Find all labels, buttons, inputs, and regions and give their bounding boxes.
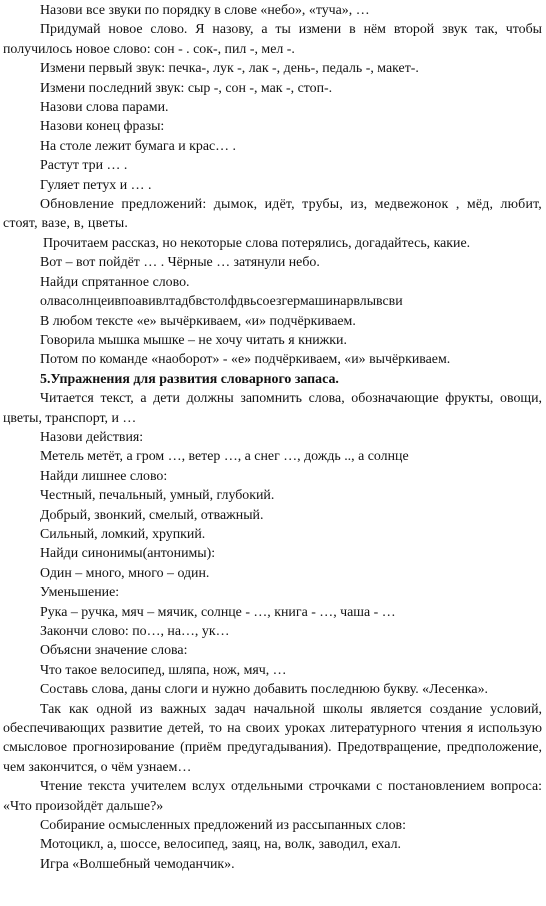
paragraph: Обновление предложений: дымок, идёт, трубы, из, медвежонок , мёд, любит, стоят, вазе, в, цветы. xyxy=(3,197,542,232)
paragraph: Найди синонимы(антонимы): xyxy=(40,546,216,562)
paragraph: Назови слова парами. xyxy=(40,100,169,116)
paragraph: Назови действия: xyxy=(40,429,144,445)
paragraph: Придумай новое слово. Я назову, а ты измени в нём второй звук так, чтобы получилось новое слово: сон - . сок-, пил -, мел -. xyxy=(3,22,542,57)
paragraph: В любом тексте «е» вычёркиваем, «и» подчёркиваем. xyxy=(40,313,356,329)
paragraph: Рука – ручка, мяч – мячик, солнце - …, книга - …, чаша - … xyxy=(40,604,396,620)
paragraph: Один – много, много – один. xyxy=(40,565,210,581)
section-heading: 5.Упражнения для развития словарного запаса. xyxy=(40,371,339,387)
paragraph: олвасолнцеивпоавивлтадбвстолфдвьсоезгермашинарвлывсви xyxy=(40,294,403,310)
paragraph: Чтение текста учителем вслух отдельными строчками с постановлением вопроса: «Что произойдёт дальше?» xyxy=(3,779,542,814)
paragraph: Растут три … . xyxy=(40,158,128,174)
paragraph: Прочитаем рассказ, но некоторые слова потерялись, догадайтесь, какие. xyxy=(43,235,471,251)
paragraph: Уменьшение: xyxy=(40,585,120,601)
paragraph: Назови все звуки по порядку в слове «небо», «туча», … xyxy=(40,3,370,18)
paragraph: Измени первый звук: печка-, лук -, лак -, день-, педаль -, макет-. xyxy=(40,61,419,77)
paragraph: Честный, печальный, умный, глубокий. xyxy=(40,488,275,504)
paragraph: Составь слова, даны слоги и нужно добавить последнюю букву. «Лесенка». xyxy=(40,682,488,698)
paragraph: Сильный, ломкий, хрупкий. xyxy=(40,526,206,542)
paragraph: Мотоцикл, а, шоссе, велосипед, заяц, на, волк, заводил, ехал. xyxy=(40,837,401,853)
paragraph: Что такое велосипед, шляпа, нож, мяч, … xyxy=(40,662,287,678)
paragraph: Назови конец фразы: xyxy=(40,119,165,135)
paragraph: Читается текст, а дети должны запомнить слова, обозначающие фрукты, овощи, цветы, транспорт, и … xyxy=(3,391,542,426)
paragraph: Вот – вот пойдёт … . Чёрные … затянули небо. xyxy=(40,255,320,271)
paragraph: На столе лежит бумага и крас… . xyxy=(40,138,236,154)
paragraph: Метель метёт, а гром …, ветер …, а снег …, дождь .., а солнце xyxy=(40,449,409,465)
paragraph: Потом по команде «наоборот» - «е» подчёркиваем, «и» вычёркиваем. xyxy=(40,352,451,368)
paragraph: Собирание осмысленных предложений из рассыпанных слов: xyxy=(40,818,406,834)
paragraph: Говорила мышка мышке – не хочу читать я книжки. xyxy=(40,332,347,348)
paragraph: Игра «Волшебный чемоданчик». xyxy=(40,856,235,872)
paragraph: Объясни значение слова: xyxy=(40,643,188,659)
paragraph: Найди спрятанное слово. xyxy=(40,274,190,290)
paragraph: Добрый, звонкий, смелый, отважный. xyxy=(40,507,264,523)
paragraph: Гуляет петух и … . xyxy=(40,177,152,193)
paragraph: Найди лишнее слово: xyxy=(40,468,168,484)
paragraph: Так как одной из важных задач начальной школы является создание условий, обеспечивающих развитие детей, то на своих уроках литературного чтения я использую смысловое прогнозирование (приём предугадывания). Предотвращение, предположение, чем закончится, о чём узнаем… xyxy=(3,701,542,775)
paragraph: Закончи слово: по…, на…, ук… xyxy=(40,624,230,639)
paragraph: Измени последний звук: сыр -, сон -, мак -, стоп-. xyxy=(40,80,333,96)
